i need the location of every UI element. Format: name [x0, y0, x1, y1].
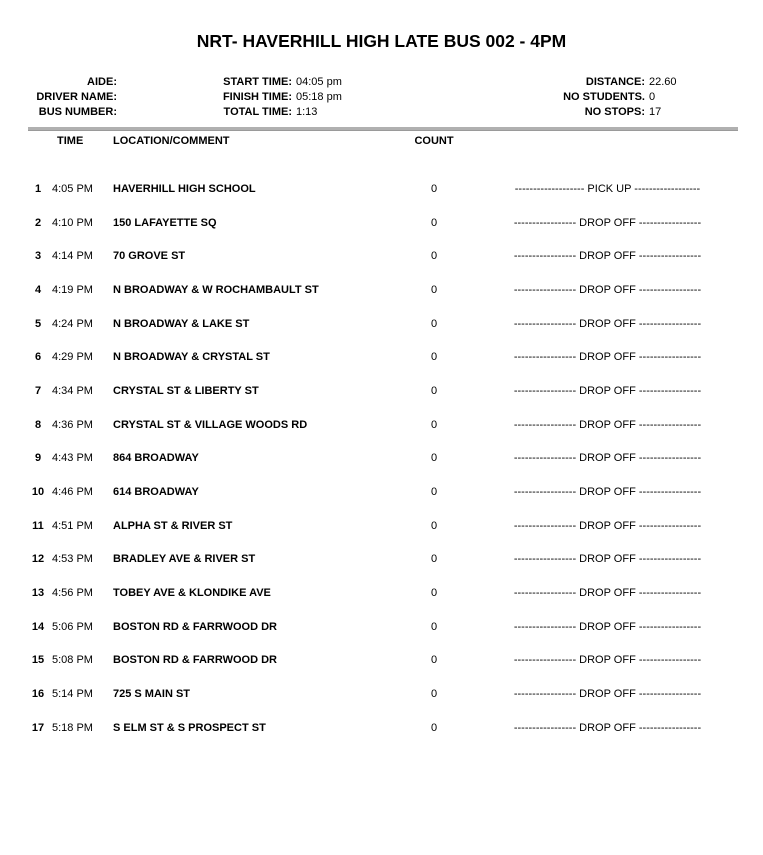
info-value: 05:18 pm — [296, 90, 342, 103]
stop-count: 0 — [430, 688, 438, 701]
table-row — [0, 610, 763, 644]
info-label: BUS NUMBER: — [38, 105, 117, 118]
stop-time: 4:29 PM — [52, 351, 93, 364]
stop-location: CRYSTAL ST & VILLAGE WOODS RD — [113, 418, 308, 431]
stop-count: 0 — [430, 721, 438, 734]
table-row — [0, 644, 763, 678]
column-header-time: TIME — [57, 135, 84, 147]
stop-action: ----------------- DROP OFF ----------------- — [513, 553, 702, 566]
stop-action: ----------------- DROP OFF ----------------- — [513, 587, 702, 600]
info-value: 17 — [649, 105, 662, 118]
stop-location: BOSTON RD & FARRWOOD DR — [113, 654, 277, 667]
table-row — [0, 442, 763, 476]
stop-time: 4:56 PM — [52, 587, 93, 600]
table-row — [0, 273, 763, 307]
stop-location: 614 BROADWAY — [113, 486, 199, 499]
stop-number: 6 — [34, 351, 42, 364]
stop-number: 4 — [34, 283, 42, 296]
stop-count: 0 — [430, 654, 438, 667]
table-row — [0, 239, 763, 273]
stop-number: 2 — [34, 216, 42, 229]
info-row — [190, 74, 342, 89]
stop-location: 864 BROADWAY — [113, 452, 199, 465]
info-label: AIDE: — [87, 75, 117, 88]
info-value: 0 — [649, 90, 656, 103]
stop-location: ALPHA ST & RIVER ST — [113, 519, 233, 532]
info-value: 04:05 pm — [296, 75, 342, 88]
info-label: NO STOPS: — [584, 105, 645, 118]
stop-action: ----------------- DROP OFF ----------------- — [513, 317, 702, 330]
stop-time: 4:24 PM — [52, 317, 93, 330]
stop-action: ----------------- DROP OFF ----------------- — [513, 721, 702, 734]
stop-count: 0 — [430, 486, 438, 499]
stop-action: ----------------- DROP OFF ----------------- — [513, 418, 702, 431]
stop-time: 4:05 PM — [52, 182, 93, 195]
stop-count: 0 — [430, 283, 438, 296]
stop-action: ----------------- DROP OFF ----------------- — [513, 283, 702, 296]
report-title: NRT- HAVERHILL HIGH LATE BUS 002 - 4PM — [196, 31, 567, 51]
stop-number: 8 — [34, 418, 42, 431]
info-row — [500, 104, 677, 119]
stop-time: 4:34 PM — [52, 384, 93, 397]
stop-time: 4:43 PM — [52, 452, 93, 465]
stop-count: 0 — [430, 519, 438, 532]
info-row — [0, 104, 121, 119]
stop-action: ----------------- DROP OFF ----------------- — [513, 452, 702, 465]
info-value: 1:13 — [296, 105, 318, 118]
stop-number: 10 — [31, 486, 45, 499]
stop-location: N BROADWAY & CRYSTAL ST — [113, 351, 270, 364]
column-header-count: COUNT — [414, 135, 454, 147]
stop-time: 5:08 PM — [52, 654, 93, 667]
info-group-aide-driver-bus — [0, 74, 121, 120]
stop-location: BOSTON RD & FARRWOOD DR — [113, 620, 277, 633]
info-row — [0, 89, 121, 104]
table-row — [0, 340, 763, 374]
stop-number: 16 — [31, 688, 45, 701]
info-label: FINISH TIME: — [222, 90, 292, 103]
stop-action: ----------------- DROP OFF ----------------- — [513, 688, 702, 701]
stop-location: 70 GROVE ST — [113, 250, 186, 263]
stop-action: ----------------- DROP OFF ----------------- — [513, 250, 702, 263]
stop-action: ----------------- DROP OFF ----------------- — [513, 351, 702, 364]
info-row — [190, 104, 342, 119]
table-row — [0, 307, 763, 341]
stop-time: 5:06 PM — [52, 620, 93, 633]
info-value: 22.60 — [649, 75, 677, 88]
table-row — [0, 711, 763, 745]
stop-location: N BROADWAY & W ROCHAMBAULT ST — [113, 283, 319, 296]
stop-location: S ELM ST & S PROSPECT ST — [113, 721, 266, 734]
stop-count: 0 — [430, 216, 438, 229]
stop-time: 4:14 PM — [52, 250, 93, 263]
stop-count: 0 — [430, 620, 438, 633]
stop-location: HAVERHILL HIGH SCHOOL — [113, 182, 256, 195]
info-label: DISTANCE: — [585, 75, 645, 88]
stop-time: 4:36 PM — [52, 418, 93, 431]
info-row — [500, 89, 677, 104]
header-divider-line — [28, 127, 738, 131]
stop-action: ----------------- DROP OFF ----------------- — [513, 384, 702, 397]
table-header-row — [0, 135, 763, 149]
table-row — [0, 475, 763, 509]
info-label: DRIVER NAME: — [36, 90, 117, 103]
stop-count: 0 — [430, 384, 438, 397]
info-group-stats — [500, 74, 677, 120]
table-row — [0, 374, 763, 408]
stop-time: 4:10 PM — [52, 216, 93, 229]
column-header-location: LOCATION/COMMENT — [113, 135, 230, 147]
info-label: START TIME: — [223, 75, 292, 88]
stop-action: ----------------- DROP OFF ----------------- — [513, 486, 702, 499]
stop-location: CRYSTAL ST & LIBERTY ST — [113, 384, 259, 397]
info-label: TOTAL TIME: — [223, 105, 292, 118]
stop-action: ----------------- DROP OFF ----------------- — [513, 519, 702, 532]
stop-number: 12 — [31, 553, 45, 566]
stop-location: N BROADWAY & LAKE ST — [113, 317, 250, 330]
info-label: NO STUDENTS. — [563, 90, 645, 103]
stop-number: 3 — [34, 250, 42, 263]
table-row — [0, 543, 763, 577]
stop-location: 725 S MAIN ST — [113, 688, 191, 701]
stop-count: 0 — [430, 553, 438, 566]
table-row — [0, 206, 763, 240]
stop-number: 11 — [32, 519, 44, 532]
stop-action: ----------------- DROP OFF ----------------- — [513, 216, 702, 229]
stop-count: 0 — [430, 351, 438, 364]
stop-number: 14 — [31, 620, 45, 633]
info-group-times — [190, 74, 342, 120]
stop-number: 5 — [34, 317, 42, 330]
stop-time: 5:14 PM — [52, 688, 93, 701]
stop-location: TOBEY AVE & KLONDIKE AVE — [113, 587, 271, 600]
info-row — [190, 89, 342, 104]
stop-time: 4:46 PM — [52, 486, 93, 499]
info-row — [0, 74, 121, 89]
stop-location: BRADLEY AVE & RIVER ST — [113, 553, 256, 566]
stop-number: 13 — [31, 587, 45, 600]
stop-count: 0 — [430, 452, 438, 465]
stop-time: 5:18 PM — [52, 721, 93, 734]
stop-number: 9 — [34, 452, 42, 465]
table-row — [0, 408, 763, 442]
stop-count: 0 — [430, 587, 438, 600]
stop-count: 0 — [430, 317, 438, 330]
stop-count: 0 — [430, 182, 438, 195]
stops-table-body — [0, 172, 763, 745]
stop-action: ----------------- DROP OFF ----------------- — [513, 654, 702, 667]
stop-action: ----------------- DROP OFF ----------------- — [513, 620, 702, 633]
table-row — [0, 576, 763, 610]
stop-action: ------------------- PICK UP ------------------ — [514, 182, 701, 195]
stop-number: 15 — [31, 654, 45, 667]
stop-count: 0 — [430, 250, 438, 263]
stop-time: 4:19 PM — [52, 283, 93, 296]
table-row — [0, 172, 763, 206]
stop-number: 1 — [34, 182, 42, 195]
stop-location: 150 LAFAYETTE SQ — [113, 216, 217, 229]
stop-count: 0 — [430, 418, 438, 431]
stop-number: 17 — [31, 721, 45, 734]
stop-number: 7 — [34, 384, 42, 397]
stop-time: 4:51 PM — [52, 519, 93, 532]
info-row — [500, 74, 677, 89]
table-row — [0, 509, 763, 543]
table-row — [0, 677, 763, 711]
stop-time: 4:53 PM — [52, 553, 93, 566]
